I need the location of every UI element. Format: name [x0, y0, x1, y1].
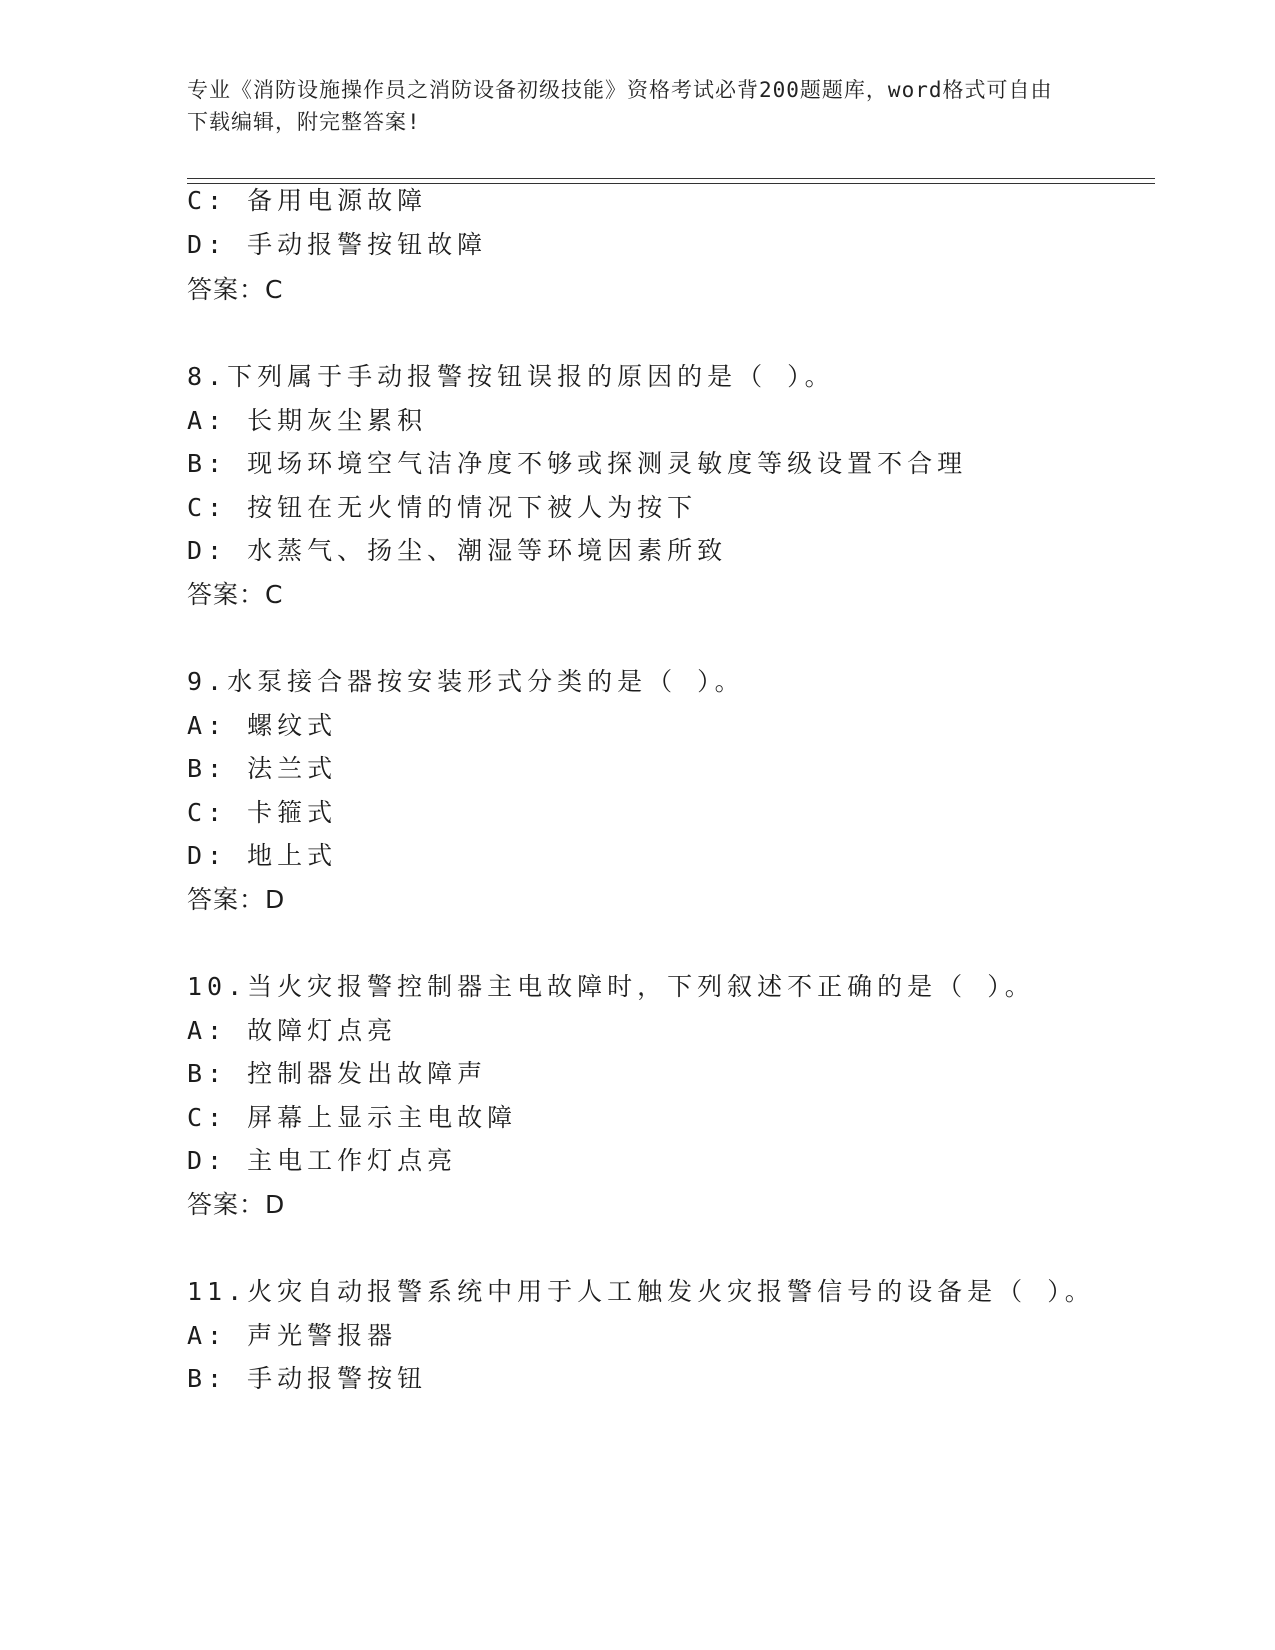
option-c: C: 屏幕上显示主电故障 [187, 1103, 518, 1132]
answer: 答案：D [187, 885, 286, 914]
option-d: D: 水蒸气、扬尘、潮湿等环境因素所致 [187, 536, 728, 565]
option-b: B: 手动报警按钮 [187, 1364, 428, 1393]
option-c: C: 卡箍式 [187, 798, 338, 827]
option-c: C: 按钮在无火情的情况下被人为按下 [187, 493, 698, 522]
header-rule-bottom [187, 183, 1155, 184]
question-10: 10.当火灾报警控制器主电故障时，下列叙述不正确的是（ ）。 [187, 972, 1035, 1001]
header-rule-top [187, 178, 1155, 179]
option-a: A: 故障灯点亮 [187, 1016, 398, 1045]
option-b: B: 控制器发出故障声 [187, 1059, 488, 1088]
answer: 答案：C [187, 580, 284, 609]
question-9: 9.水泵接合器按安装形式分类的是（ ）。 [187, 667, 745, 696]
option-d: D: 手动报警按钮故障 [187, 230, 488, 259]
option-c: C: 备用电源故障 [187, 186, 428, 215]
option-d: D: 主电工作灯点亮 [187, 1146, 458, 1175]
option-a: A: 声光警报器 [187, 1321, 398, 1350]
option-a: A: 螺纹式 [187, 711, 338, 740]
option-a: A: 长期灰尘累积 [187, 406, 428, 435]
option-d: D: 地上式 [187, 841, 338, 870]
answer: 答案：C [187, 275, 284, 304]
question-11: 11.火灾自动报警系统中用于人工触发火灾报警信号的设备是（ ）。 [187, 1277, 1095, 1306]
option-b: B: 法兰式 [187, 754, 338, 783]
option-b: B: 现场环境空气洁净度不够或探测灵敏度等级设置不合理 [187, 449, 968, 478]
document-header: 专业《消防设施操作员之消防设备初级技能》资格考试必背200题题库，word格式可自由下载编辑，附完整答案! [187, 78, 1053, 134]
answer: 答案：D [187, 1190, 286, 1219]
question-8: 8.下列属于手动报警按钮误报的原因的是（ ）。 [187, 362, 835, 391]
